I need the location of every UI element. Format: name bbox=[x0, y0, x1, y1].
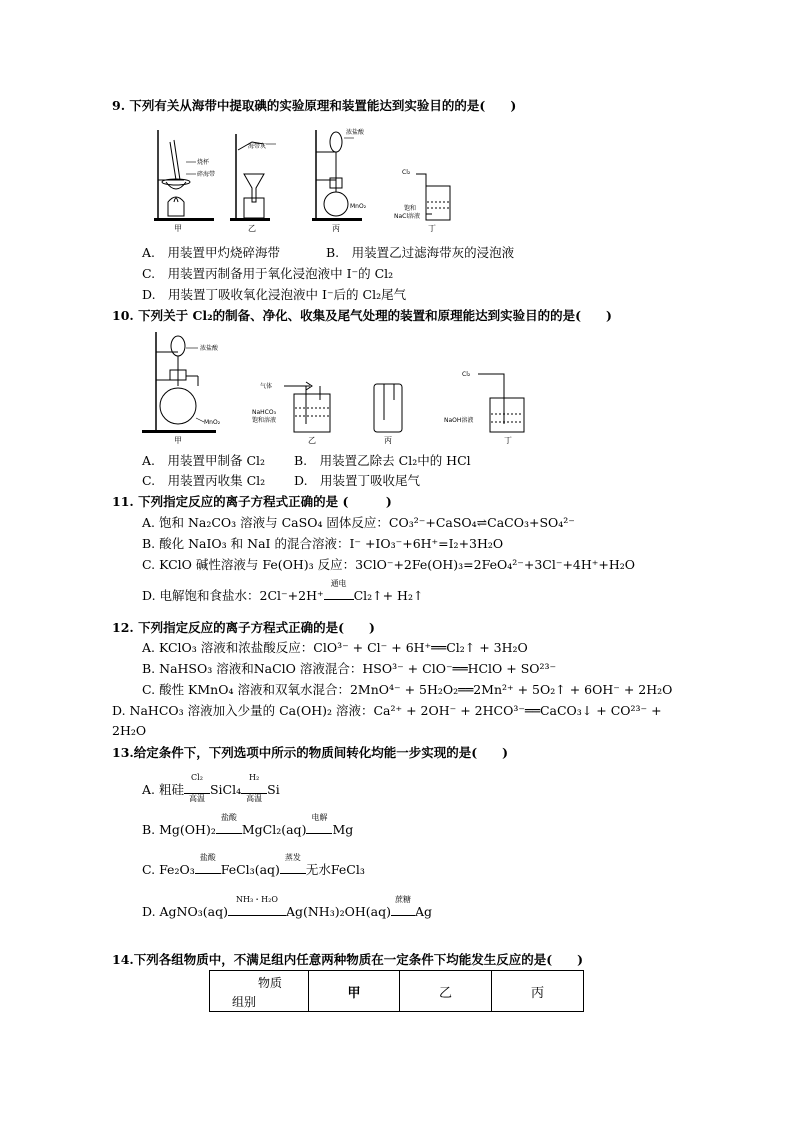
q14-table bbox=[209, 970, 584, 1012]
q13-c-start: C. Fe₂O₃ bbox=[142, 862, 195, 877]
q13-d-start: D. AgNO₃(aq) bbox=[142, 904, 228, 919]
q13-b-cond1: 盐酸 bbox=[220, 813, 237, 822]
q14-header-bottom: 组别 bbox=[232, 995, 257, 1009]
q12-option-a: A. KClO₃ 溶液和浓盐酸反应：ClO³⁻ + Cl⁻ + 6H⁺══Cl₂↑ + 3H₂O bbox=[142, 640, 528, 655]
q10-apparatus-a bbox=[142, 332, 221, 445]
q13-d-end: Ag bbox=[414, 904, 432, 919]
q10-apparatus-c bbox=[374, 384, 402, 445]
q13-a-cond2-over: H₂ bbox=[249, 773, 260, 782]
q11-option-b: B. 酸化 NaIO₃ 和 NaI 的混合溶液：I⁻ +IO₃⁻+6H⁺=I₂+3H₂O bbox=[142, 536, 504, 551]
q14-col-jia: 甲 bbox=[309, 971, 400, 1012]
q12-option-b: B. NaHSO₃ 溶液和NaClO 溶液混合：HSO³⁻ + ClO⁻══HClO + SO²³⁻ bbox=[142, 661, 557, 676]
q11-option-c: C. KClO 碱性溶液与 Fe(OH)₃ 反应：3ClO⁻+2Fe(OH)₃=2FeO₄²⁻+3Cl⁻+4H⁺+H₂O bbox=[142, 557, 636, 572]
q11-option-d bbox=[142, 579, 424, 604]
q13-c-end: 无水FeCl₃ bbox=[305, 862, 365, 877]
q14-col-bing: 丙 bbox=[492, 971, 584, 1012]
q9-label-nacl2: NaCl溶液 bbox=[394, 213, 421, 220]
q11-option-a: A. 饱和 Na₂CO₃ 溶液与 CaSO₄ 固体反应：CO₃²⁻+CaSO₄⇌CaCO₃+SO₄²⁻ bbox=[142, 515, 575, 530]
q10-stem: 10. 下列关于 Cl₂的制备、净化、收集及尾气处理的装置和原理能达到实验目的的是( ) bbox=[112, 308, 612, 323]
q9-option-a: A. 用装置甲灼烧碎海带 bbox=[142, 245, 281, 260]
q13-c-cond2: 蒸发 bbox=[284, 853, 301, 862]
q9-apparatus-a bbox=[154, 130, 215, 233]
q9-apparatus-d bbox=[394, 169, 450, 233]
q13-a-mid: SiCl₄ bbox=[209, 782, 242, 797]
q13-c-mid: FeCl₃(aq) bbox=[220, 862, 280, 877]
q10-apparatus-d bbox=[444, 371, 524, 445]
q9-label-acid: 浓盐酸 bbox=[346, 129, 365, 136]
q10-label-acid: 浓盐酸 bbox=[200, 345, 219, 352]
q9-option-c: C. 用装置丙制备用于氧化浸泡液中 I⁻的 Cl₂ bbox=[142, 266, 394, 281]
q9-label-seaweed: 碎海带 bbox=[197, 171, 216, 178]
q9-cap-a: 甲 bbox=[174, 224, 182, 233]
q10-label-nahco3: NaHCO₃ bbox=[252, 409, 276, 416]
q13-option-c bbox=[142, 853, 365, 878]
q10-cap-a: 甲 bbox=[174, 436, 182, 445]
q13-c-cond1: 盐酸 bbox=[199, 853, 216, 862]
q13-a-cond2-under: 高温 bbox=[246, 794, 263, 803]
q13-c-arrow2 bbox=[280, 853, 306, 878]
q9-option-b: B. 用装置乙过滤海带灰的浸泡液 bbox=[326, 245, 515, 260]
q14-stem: 14.下列各组物质中，不满足组内任意两种物质在一定条件下均能发生反应的是( ) bbox=[112, 952, 584, 967]
q13-c-arrow1 bbox=[195, 853, 221, 878]
q10-cap-b: 乙 bbox=[308, 436, 316, 445]
q13-b-end: Mg bbox=[332, 822, 354, 837]
q10-label-naoh: NaOH溶液 bbox=[444, 417, 474, 424]
q13-b-arrow1 bbox=[216, 813, 242, 838]
q9-label-ash: 海带灰 bbox=[248, 143, 267, 150]
q13-b-start: B. Mg(OH)₂ bbox=[142, 822, 216, 837]
q13-d-cond1: NH₃・H₂O bbox=[236, 895, 278, 904]
q10-label-mno2: MnO₂ bbox=[204, 419, 221, 426]
q9-label-beaker: 烧杯 bbox=[197, 159, 210, 166]
q9-apparatus-c bbox=[312, 128, 367, 233]
q11-d-prefix: D. 电解饱和食盐水：2Cl⁻+2H⁺ bbox=[142, 588, 324, 603]
q10-apparatus-figure bbox=[140, 330, 540, 446]
q13-b-mid: MgCl₂(aq) bbox=[241, 822, 307, 837]
q13-b-cond2: 电解 bbox=[311, 813, 328, 822]
q13-a-start: A. 粗硅 bbox=[142, 782, 184, 797]
q11-d-suffix: Cl₂↑+ H₂↑ bbox=[353, 588, 424, 603]
q9-stem: 9. 下列有关从海带中提取碘的实验原理和装置能达到实验目的的是( ) bbox=[112, 98, 517, 113]
q9-option-d: D. 用装置丁吸收氧化浸泡液中 I⁻后的 Cl₂尾气 bbox=[142, 287, 407, 302]
q10-option-d: D. 用装置丁吸收尾气 bbox=[294, 473, 421, 488]
q13-a-cond1-under: 高温 bbox=[188, 794, 205, 803]
q13-a-cond1-over: Cl₂ bbox=[191, 773, 203, 782]
q13-option-a bbox=[142, 773, 280, 803]
q10-cap-c: 丙 bbox=[384, 436, 392, 445]
q13-d-arrow1 bbox=[228, 895, 286, 920]
table-row bbox=[210, 971, 584, 1012]
q13-d-cond2: 蔗糖 bbox=[394, 895, 411, 904]
q10-option-c: C. 用装置丙收集 Cl₂ bbox=[142, 473, 266, 488]
q11-stem: 11. 下列指定反应的离子方程式正确的是 ( ) bbox=[112, 494, 392, 509]
q13-d-arrow2 bbox=[391, 895, 415, 920]
q9-cap-c: 丙 bbox=[332, 224, 340, 233]
q13-option-b bbox=[142, 813, 354, 838]
q9-cap-d: 丁 bbox=[428, 224, 436, 233]
q10-option-a: A. 用装置甲制备 Cl₂ bbox=[142, 453, 266, 468]
q9-label-nacl1: 饱和 bbox=[404, 205, 417, 212]
q10-label-gas: 气体 bbox=[260, 383, 273, 390]
q10-label-cl2: Cl₂ bbox=[462, 371, 471, 378]
q9-apparatus-figure bbox=[140, 122, 460, 234]
q12-stem: 12. 下列指定反应的离子方程式正确的是( ) bbox=[112, 620, 375, 635]
q13-a-arrow2 bbox=[241, 773, 267, 803]
q14-col-yi: 乙 bbox=[400, 971, 492, 1012]
q13-a-arrow1 bbox=[184, 773, 210, 803]
q9-label-mno2: MnO₂ bbox=[350, 203, 367, 210]
q11-d-condition: 通电 bbox=[330, 579, 347, 588]
q14-header-corner bbox=[210, 971, 309, 1012]
q10-option-b: B. 用装置乙除去 Cl₂中的 HCl bbox=[294, 453, 471, 468]
q13-a-end: Si bbox=[267, 782, 280, 797]
q11-d-arrow bbox=[324, 579, 354, 604]
q10-cap-d: 丁 bbox=[504, 436, 512, 445]
q13-stem: 13.给定条件下，下列选项中所示的物质间转化均能一步实现的是( ) bbox=[112, 745, 509, 760]
q10-label-sat: 饱和溶液 bbox=[252, 417, 277, 424]
q13-option-d bbox=[142, 895, 432, 920]
q13-d-mid: Ag(NH₃)₂OH(aq) bbox=[285, 904, 391, 919]
q9-label-cl2: Cl₂ bbox=[402, 169, 411, 176]
q14-header-top: 物质 bbox=[258, 976, 283, 990]
q10-apparatus-b bbox=[252, 382, 330, 445]
q9-apparatus-b bbox=[230, 134, 276, 233]
q12-option-c: C. 酸性 KMnO₄ 溶液和双氧水混合：2MnO⁴⁻ + 5H₂O₂══2Mn²⁺ + 5O₂↑ + 6OH⁻ + 2H₂O bbox=[142, 682, 673, 697]
q13-b-arrow2 bbox=[306, 813, 332, 838]
q9-cap-b: 乙 bbox=[248, 224, 256, 233]
q12-option-d: D. NaHCO₃ 溶液加入少量的 Ca(OH)₂ 溶液：Ca²⁺ + 2OH⁻ + 2HCO³⁻══CaCO₃↓ + CO²³⁻ + bbox=[112, 703, 662, 718]
q12-option-d-cont: 2H₂O bbox=[112, 723, 147, 738]
